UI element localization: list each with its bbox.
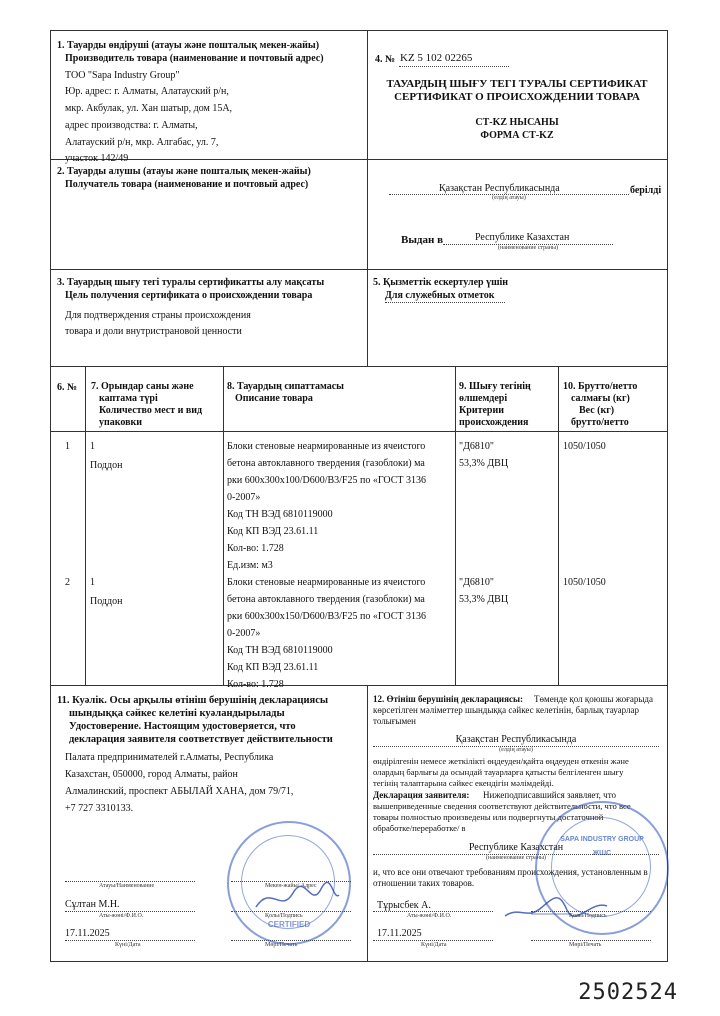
issued-country-ru: Республике Казахстан xyxy=(475,232,570,243)
certificate-form xyxy=(50,30,668,962)
col10-header: Вес (кг) xyxy=(579,405,615,416)
col8-header: 8. Тауардың сипаттамасы xyxy=(227,381,344,392)
producer-line: Алатауский р/н, мкр. Алгабас, ул. 7, xyxy=(65,137,219,148)
box3-title-kz: 3. Тауардың шығу тегі туралы сертификатты алу мақсаты xyxy=(57,277,325,288)
box11-title: Удостоверение. Настоящим удостоверяется, что xyxy=(69,721,296,732)
box12-country-kz: Қазақстан Республикасында xyxy=(455,734,577,745)
row2-no: 2 xyxy=(65,577,70,588)
caption-fio: Аты-жөні/Ф.И.О. xyxy=(407,913,452,919)
producer-line: участок 142/49 xyxy=(65,153,129,164)
row2-desc: Блоки стеновые неармированные из ячеистого xyxy=(227,577,426,588)
box12-tail: и, что все они отвечают требованиям происхождения, установленным в xyxy=(373,867,648,877)
row2-criteria: "Д6810" xyxy=(459,577,494,588)
title-kz: ТАУАРДЫҢ ШЫҒУ ТЕГІ ТУРАЛЫ СЕРТИФИКАТ xyxy=(386,78,648,90)
row2-pack: Поддон xyxy=(90,596,123,607)
row1-criteria: "Д6810" xyxy=(459,441,494,452)
box12-text2: өндірілгенін немесе жеткілікті өңдеуден/қайта өңдеуден өткенін және xyxy=(373,756,629,766)
col7-header: 7. Орындар саны және xyxy=(91,381,194,392)
decl-ru-title: Декларация заявителя: xyxy=(373,790,470,800)
producer-line: Юр. адрес: г. Алматы, Алатауский р/н, xyxy=(65,86,229,97)
chamber-date: 17.11.2025 xyxy=(65,928,110,939)
box12-text: толығымен xyxy=(373,716,416,726)
box11-title: декларация заявителя соответствует действительности xyxy=(69,734,333,745)
row1-desc: Код КП ВЭД 23.61.11 xyxy=(227,526,319,537)
box1-title-ru: Производитель товара (наименование и почтовый адрес) xyxy=(65,53,324,64)
col9-header: 9. Шығу тегінің xyxy=(459,381,531,392)
col10-header: брутто/нетто xyxy=(571,417,629,428)
box12-tail: отношении таких товаров. xyxy=(373,878,475,888)
row2-desc: 0-2007» xyxy=(227,628,261,639)
row2-desc: Код КП ВЭД 23.61.11 xyxy=(227,662,319,673)
issued-label-ru: Выдан в xyxy=(401,234,444,246)
chamber-line: +7 727 3310133. xyxy=(65,803,134,814)
col9-header: өлшемдері xyxy=(459,393,508,404)
col7-header: каптама түрі xyxy=(99,393,158,404)
caption-name: Атауы/Наименование xyxy=(99,883,155,889)
applicant-signature xyxy=(501,886,611,926)
row1-weight: 1050/1050 xyxy=(563,441,606,452)
title-ru: СЕРТИФИКАТ О ПРОИСХОЖДЕНИИ ТОВАРА xyxy=(394,91,640,103)
caption-sign: Қолы/Подпись xyxy=(569,913,607,919)
col9-header: происхождения xyxy=(459,417,529,428)
box12-text: Төменде қол қоюшы жоғарыда xyxy=(534,694,653,704)
producer-line: ТОО "Sapa Industry Group" xyxy=(65,70,180,81)
applicant-date: 17.11.2025 xyxy=(377,928,422,939)
purpose-line: Для подтверждения страны происхождения xyxy=(65,310,251,321)
row1-desc: рки 600x300x100/D600/B3/F25 по «ГОСТ 3136 xyxy=(227,475,427,486)
row2-places: 1 xyxy=(90,577,95,588)
col6-header: 6. № xyxy=(57,382,78,393)
box5-title-kz: 5. Қызметтік ескертулер үшін xyxy=(373,277,509,288)
box11-title: шындыққа сәйкес келетіні куәландырылады xyxy=(69,708,285,719)
col9-header: Критерии xyxy=(459,405,505,416)
row2-desc xyxy=(227,678,284,684)
stamp-left-text: CERTIFIED xyxy=(267,920,311,929)
col7-header: упаковки xyxy=(99,417,143,428)
row2-desc: рки 600x300x150/D600/B3/F25 по «ГОСТ 3136 xyxy=(227,611,427,622)
col10-header: салмағы (кг) xyxy=(571,393,630,404)
box2-title-kz: 2. Тауарды алушы (атауы және пошталық мекен-жайы) xyxy=(57,166,311,177)
box2-title-ru: Получатель товара (наименование и почтовый адрес) xyxy=(65,179,309,190)
decl-ru: вышеприведенные сведения соответствуют действительности, что все xyxy=(373,801,631,811)
box11-title: 11. Куәлік. Осы арқылы өтініш берушінің декларациясы xyxy=(57,695,329,706)
row1-places: 1 xyxy=(90,441,95,452)
caption-stamp: Мөрі/Печать xyxy=(265,942,298,948)
col10-header: 10. Брутто/нетто xyxy=(563,381,638,392)
decl-ru: обработке/переработке/ в xyxy=(373,823,466,833)
row1-pack: Поддон xyxy=(90,460,123,471)
issued-suffix-kz: берілді xyxy=(630,185,662,196)
chamber-signature xyxy=(251,879,341,915)
form-kz: СТ-KZ НЫСАНЫ xyxy=(475,117,559,128)
row1-desc: Код ТН ВЭД 6810119000 xyxy=(227,509,333,520)
row1-desc: Кол-во: 1.728 xyxy=(227,543,284,554)
row2-criteria: 53,3% ДВЦ xyxy=(459,594,509,605)
box12-title: 12. Өтініш берушінің декларациясы: xyxy=(373,694,523,704)
issued-country-kz: Қазақстан Республикасында xyxy=(439,183,560,194)
box12-text2: тегінің талаптарына сәйкес екендігін мәлімдейді. xyxy=(373,778,554,788)
col7-header: Количество мест и вид xyxy=(99,405,203,416)
form-ru: ФОРМА СТ-KZ xyxy=(480,130,554,141)
producer-line: адрес производства: г. Алматы, xyxy=(65,120,198,131)
box12-country-ru: Республике Казахстан xyxy=(468,842,564,853)
row2-desc: Код ТН ВЭД 6810119000 xyxy=(227,645,333,656)
row1-desc: бетона автоклавного твердения (газоблоки) ма xyxy=(227,458,425,469)
caption-sign: Қолы/Подпись xyxy=(265,913,303,919)
box12-hint-kz: (елдің атауы) xyxy=(499,747,533,753)
chamber-line: Алмалинский, проспект АБЫЛАЙ ХАНА, дом 79/71, xyxy=(65,786,294,797)
stamp-right-text: SAPA INDUSTRY GROUP xyxy=(560,836,644,843)
row2-desc: бетона автоклавного твердения (газоблоки) ма xyxy=(227,594,425,605)
row1-no: 1 xyxy=(65,441,70,452)
box12-hint-ru: (наименование страны) xyxy=(485,855,547,861)
row1-desc: Ед.изм: м3 xyxy=(227,560,273,571)
caption-date: Күні/Дата xyxy=(115,942,141,948)
box12-text2: олардың барлығы да осындай тауарларға қатысты белгіленген шығу xyxy=(373,767,624,777)
cert-number-label: 4. № xyxy=(375,54,396,65)
stamp-right-sub: ЖШС xyxy=(592,850,612,857)
box12-text: көрсетілген мәліметтер шындыққа сәйкес келетінін, барлық тауарлар xyxy=(373,705,639,715)
hint-country-ru: (наименование страны) xyxy=(497,245,559,251)
applicant-signer: Тұрысбек А. xyxy=(377,900,431,911)
caption-fio: Аты-жөні/Ф.И.О. xyxy=(99,913,144,919)
box1-title-kz: 1. Тауарды өндіруші (атауы және пошталық мекен-жайы) xyxy=(57,40,320,51)
chamber-line: Палата предпринимателей г.Алматы, Республика xyxy=(65,752,274,763)
caption-date: Күні/Дата xyxy=(421,942,447,948)
row1-criteria: 53,3% ДВЦ xyxy=(459,458,509,469)
producer-line: мкр. Акбулак, ул. Хан шатыр, дом 15А, xyxy=(65,103,233,114)
caption-stamp: Мөрі/Печать xyxy=(569,942,602,948)
cert-number: KZ 5 102 02265 xyxy=(400,52,473,64)
box5-title-ru: Для служебных отметок xyxy=(385,290,495,301)
col8-header: Описание товара xyxy=(235,393,313,404)
row2-weight: 1050/1050 xyxy=(563,577,606,588)
decl-ru: Нижеподписавшийся заявляет, что xyxy=(483,790,617,800)
caption-address: Мекен-жайы/ Адрес xyxy=(265,883,317,889)
row1-desc: 0-2007» xyxy=(227,492,261,503)
row1-desc: Блоки стеновые неармированные из ячеистого xyxy=(227,441,426,452)
purpose-line: товара и доли внутристрановой ценности xyxy=(65,326,242,337)
chamber-signer: Сұлтан М.Н. xyxy=(65,899,120,910)
serial-number: 2502524 xyxy=(578,980,678,1005)
hint-country: (елдің атауы) xyxy=(492,195,526,201)
decl-ru: товары полностью произведены или подвергнуты достаточной xyxy=(373,812,604,822)
chamber-line: Казахстан, 050000, город Алматы, район xyxy=(65,769,238,780)
box3-title-ru: Цель получения сертификата о происхождении товара xyxy=(65,290,313,301)
